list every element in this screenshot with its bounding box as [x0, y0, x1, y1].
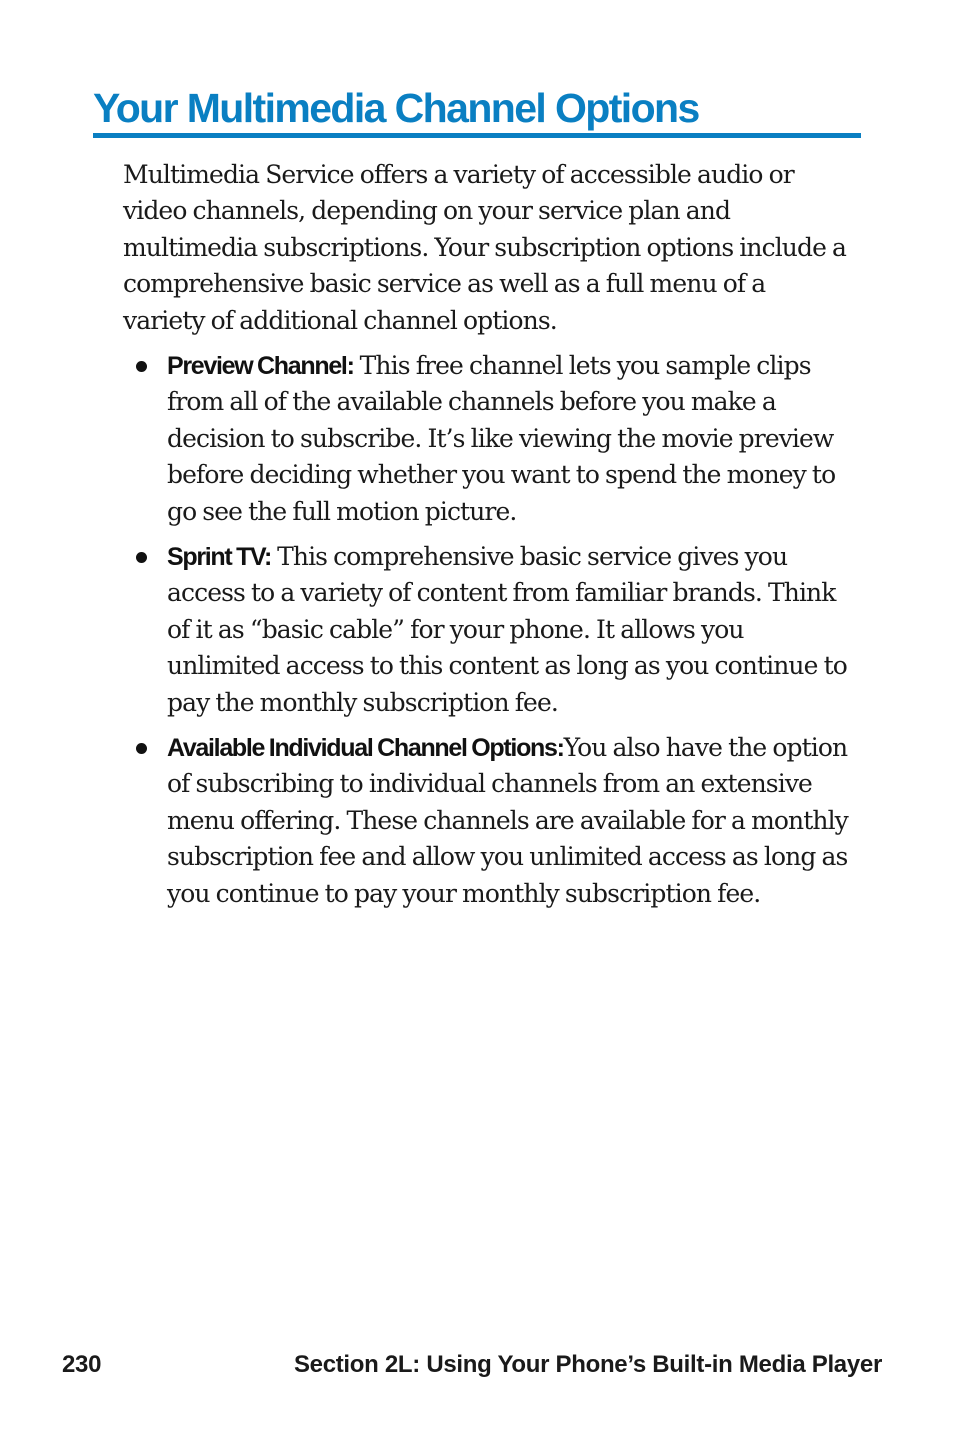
bullet-icon [136, 361, 147, 372]
intro-paragraph: Multimedia Service offers a variety of accessible audio or video channels, depending on your service plan and multimedia subscriptions. Your subscription options include a comprehensive basic service as well as a full menu of a variety of additional channel options. [123, 160, 847, 335]
bullet-text: You also have the option of subscribing to individual channels from an extensive menu offering. These channels are available for a monthly subscription fee and allow you unlimited access as long as you continue to pay your monthly subscription fee. [167, 733, 848, 908]
bullet-text: This comprehensive basic service gives you access to a variety of content from familiar brands. Think of it as “basic cable” for your phone. It allows you unlimited access to this content as long as you continue to pay the monthly subscription fee. [167, 542, 847, 717]
bullet-icon [136, 552, 147, 563]
list-item-sprint-tv [167, 539, 861, 721]
list-item-preview-channel [167, 348, 861, 530]
list-item-individual-channels [167, 730, 861, 912]
section-title: Section 2L: Using Your Phone’s Built-in Media Player [293, 1351, 882, 1378]
bullet-text: This free channel lets you sample clips from all of the available channels before you make a decision to subscribe. It’s like viewing the movie preview before deciding whether you want to spend the money to go see the full motion picture. [167, 351, 836, 526]
page-title: Your Multimedia Channel Options [93, 84, 861, 138]
bullet-term: Preview Channel: [167, 352, 354, 380]
bullet-term: Sprint TV: [167, 543, 272, 571]
bullet-icon [136, 743, 147, 754]
bullet-term: Available Individual Channel Options: [167, 734, 564, 762]
page-number: 230 [62, 1351, 102, 1378]
